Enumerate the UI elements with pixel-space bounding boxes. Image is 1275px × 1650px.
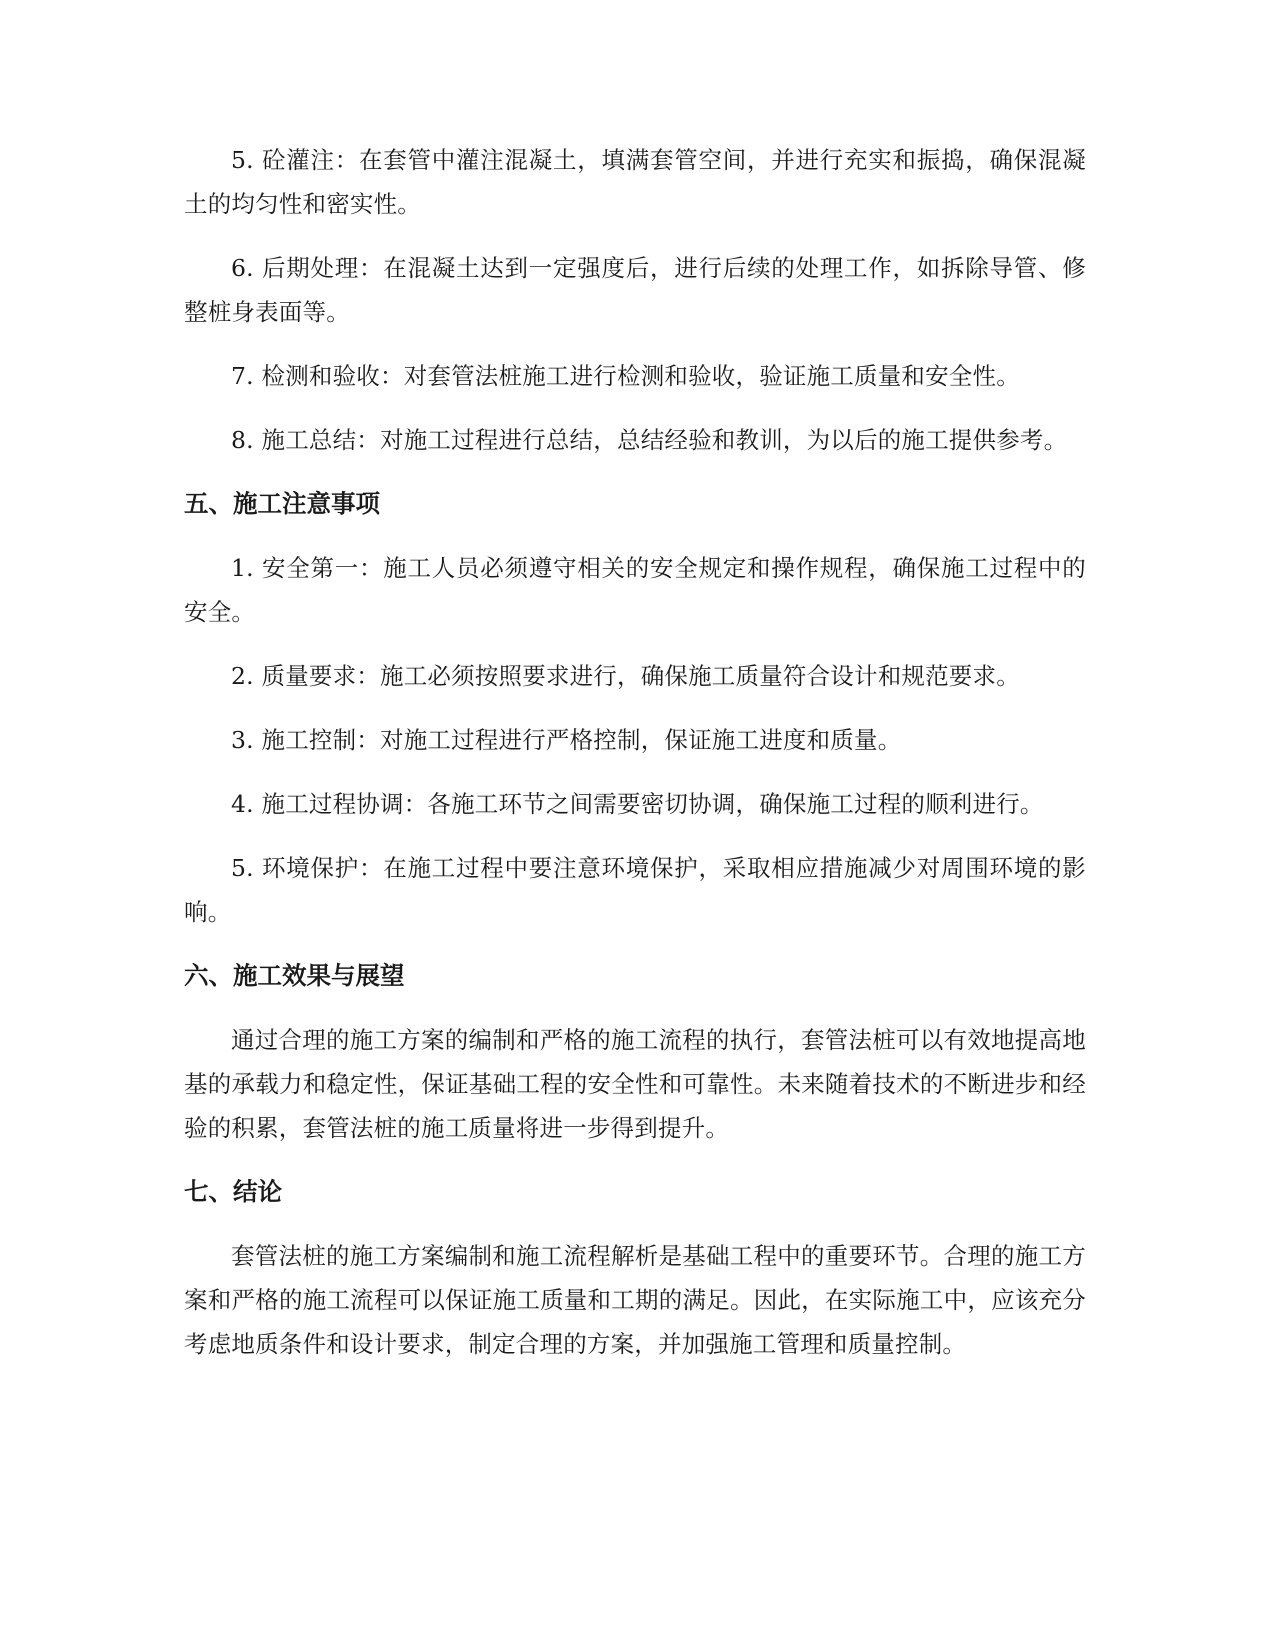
section-heading-precautions: 五、施工注意事项 bbox=[184, 489, 380, 518]
process-step-7: 7. 检测和验收：对套管法桩施工进行检测和验收，验证施工质量和安全性。 bbox=[231, 362, 1020, 390]
conclusion-paragraph: 套管法桩的施工方案编制和施工流程解析是基础工程中的重要环节。合理的施工方案和严格的施工流程可以保证施工质量和工期的满足。因此，在实际施工中，应该充分考虑地质条件和设计要求，制定合理的方案，并加强施工管理和质量控制。 bbox=[184, 1242, 1086, 1358]
process-step-6: 6. 后期处理：在混凝土达到一定强度后，进行后续的处理工作，如拆除导管、修整桩身表面等。 bbox=[184, 254, 1086, 326]
precaution-item-5: 5. 环境保护：在施工过程中要注意环境保护，采取相应措施减少对周围环境的影响。 bbox=[184, 854, 1086, 926]
precaution-item-2: 2. 质量要求：施工必须按照要求进行，确保施工质量符合设计和规范要求。 bbox=[231, 662, 1020, 690]
process-step-5: 5. 砼灌注：在套管中灌注混凝土，填满套管空间，并进行充实和振捣，确保混凝土的均匀性和密实性。 bbox=[184, 146, 1086, 218]
precaution-item-1: 1. 安全第一：施工人员必须遵守相关的安全规定和操作规程，确保施工过程中的安全。 bbox=[184, 554, 1086, 626]
process-step-8: 8. 施工总结：对施工过程进行总结，总结经验和教训，为以后的施工提供参考。 bbox=[231, 426, 1068, 454]
precaution-item-3: 3. 施工控制：对施工过程进行严格控制，保证施工进度和质量。 bbox=[231, 726, 902, 754]
precaution-item-4: 4. 施工过程协调：各施工环节之间需要密切协调，确保施工过程的顺利进行。 bbox=[231, 790, 1044, 818]
section-heading-conclusion: 七、结论 bbox=[184, 1177, 282, 1206]
outlook-paragraph: 通过合理的施工方案的编制和严格的施工流程的执行，套管法桩可以有效地提高地基的承载力和稳定性，保证基础工程的安全性和可靠性。未来随着技术的不断进步和经验的积累，套管法桩的施工质量将进一步得到提升。 bbox=[184, 1026, 1086, 1142]
document-page bbox=[184, 138, 1086, 1386]
section-heading-outlook: 六、施工效果与展望 bbox=[184, 961, 405, 990]
